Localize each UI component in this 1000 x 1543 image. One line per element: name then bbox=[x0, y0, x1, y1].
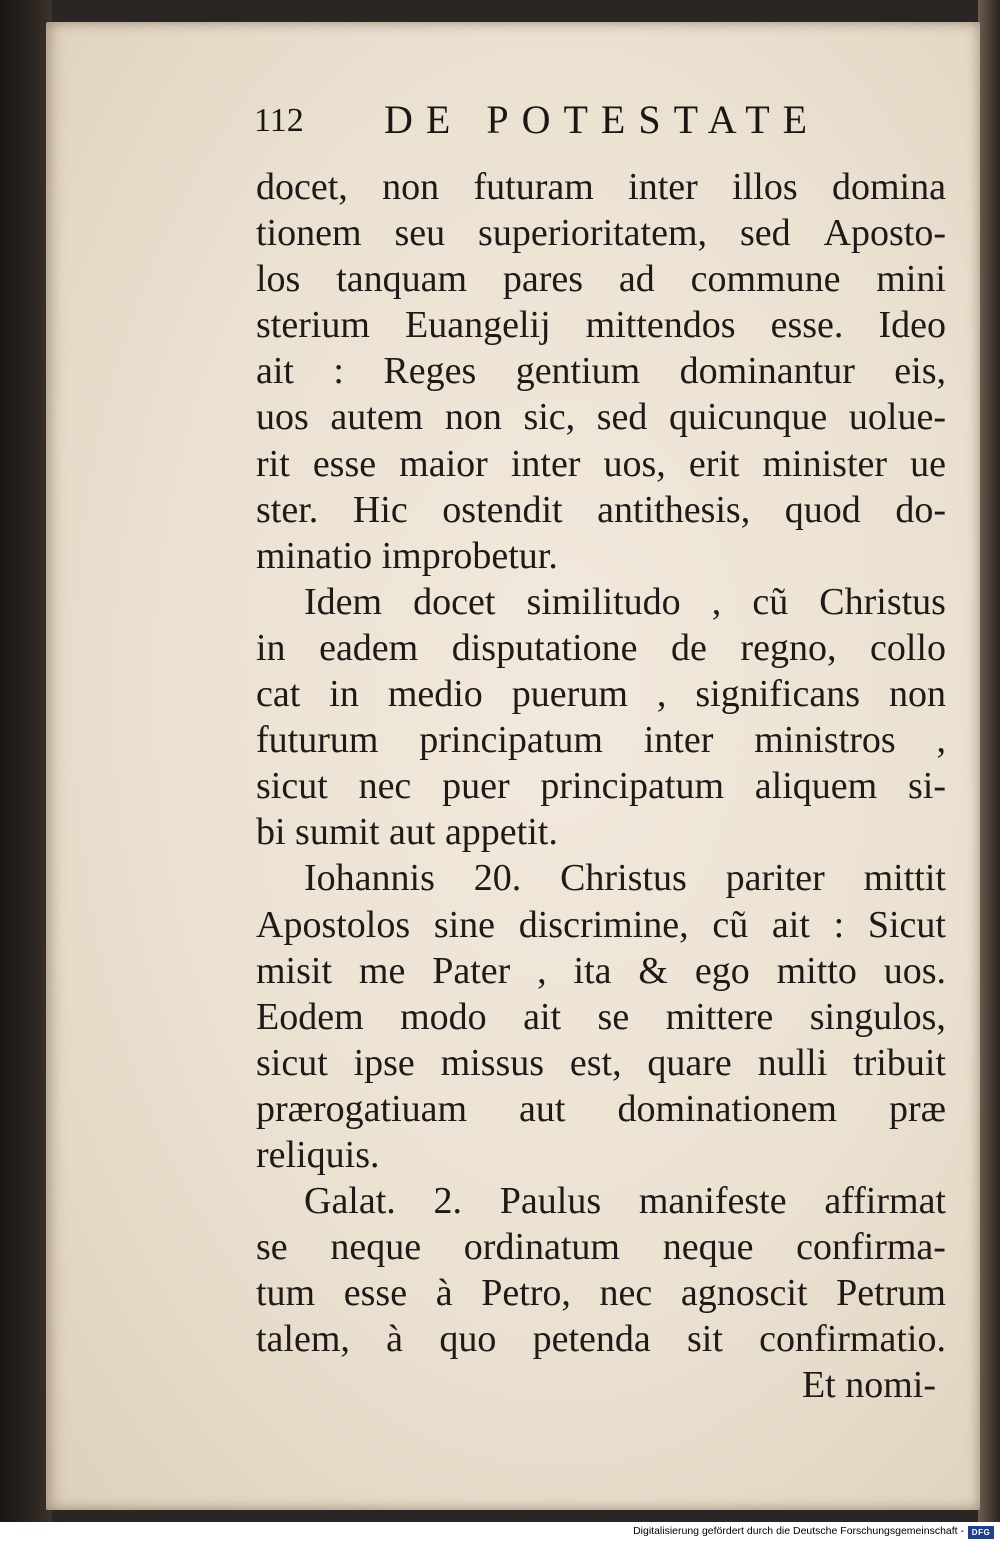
text-line: rit esse maior inter uos, erit minister ue bbox=[256, 442, 946, 485]
text-line: prærogatiuam aut dominationem præ bbox=[256, 1087, 946, 1130]
text-line: ster. Hic ostendit antithesis, quod do- bbox=[256, 488, 946, 531]
page-number: 112 bbox=[254, 102, 304, 139]
text-line: Iohannis 20. Christus pariter mittit bbox=[304, 857, 946, 900]
body-text bbox=[256, 164, 946, 1409]
text-line: los tanquam pares ad commune mini bbox=[256, 258, 946, 301]
text-line: minatio improbetur. bbox=[256, 534, 558, 577]
text-line: Galat. 2. Paulus manifeste affirmat bbox=[304, 1180, 946, 1223]
text-line: misit me Pater , ita & ego mitto uos. bbox=[256, 949, 946, 992]
text-line: talem, à quo petenda sit confirmatio. bbox=[256, 1318, 946, 1361]
text-line: uos autem non sic, sed quicunque uolue- bbox=[256, 396, 946, 439]
text-line: Eodem modo ait se mittere singulos, bbox=[256, 995, 946, 1038]
book-fore-edge bbox=[978, 0, 1000, 1522]
text-line: reliquis. bbox=[256, 1133, 380, 1176]
text-line: bi sumit aut appetit. bbox=[256, 811, 558, 854]
text-line: in eadem disputatione de regno, collo bbox=[256, 626, 946, 669]
text-line: se neque ordinatum neque confirma- bbox=[256, 1226, 946, 1269]
text-line: tum esse à Petro, nec agnoscit Petrum bbox=[256, 1272, 946, 1315]
text-line: sicut ipse missus est, quare nulli tribuit bbox=[256, 1041, 946, 1084]
running-title: DE POTESTATE bbox=[384, 97, 821, 142]
text-line: sicut nec puer principatum aliquem si- bbox=[256, 765, 946, 808]
text-line: futurum principatum inter ministros , bbox=[256, 719, 946, 762]
text-line: cat in medio puerum , significans non bbox=[256, 673, 946, 716]
text-line: tionem seu superioritatem, sed Aposto- bbox=[256, 212, 946, 255]
text-line: Apostolos sine discrimine, cũ ait : Sicut bbox=[256, 903, 946, 946]
digitization-credit: Digitalisierung gefördert durch die Deutsche Forschungsgemeinschaft - bbox=[633, 1525, 964, 1537]
text-line: docet, non futuram inter illos domina bbox=[256, 166, 946, 208]
footer-bar bbox=[0, 1522, 1000, 1543]
running-head bbox=[254, 96, 834, 146]
text-line: ait : Reges gentium dominantur eis, bbox=[256, 350, 946, 393]
book-spine-edge bbox=[0, 0, 52, 1522]
text-line: Et nomi- bbox=[801, 1364, 936, 1407]
dfg-logo: DFG bbox=[968, 1526, 994, 1539]
text-line: sterium Euangelij mittendos esse. Ideo bbox=[256, 304, 946, 347]
text-line: Idem docet similitudo , cũ Christus bbox=[304, 580, 946, 623]
